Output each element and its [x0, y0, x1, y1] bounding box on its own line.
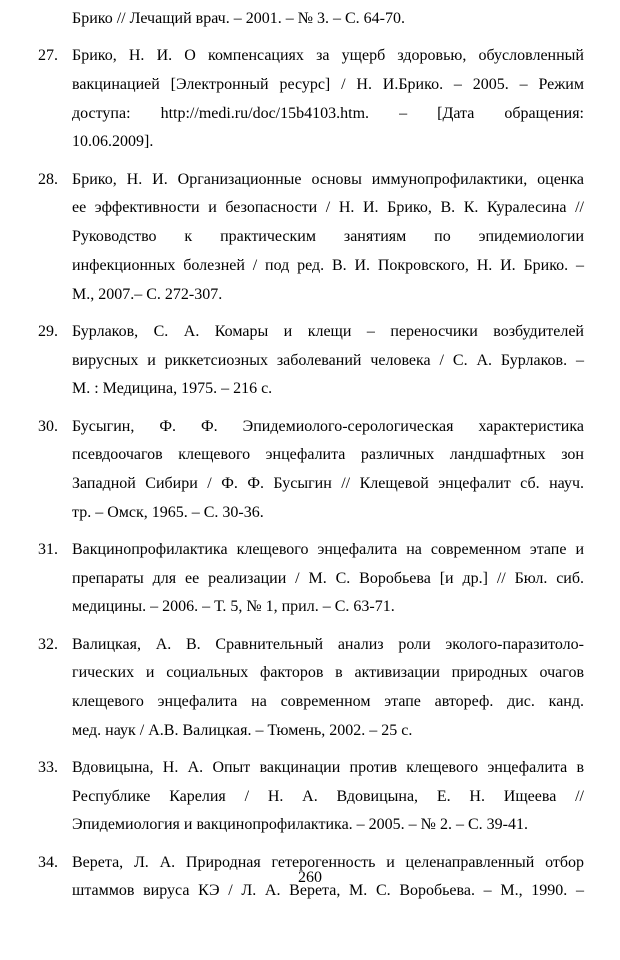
reference-line: мед. наук / А.В. Валицкая. – Тюмень, 2002. – 25 с.: [72, 721, 413, 739]
reference-line: Вдовицына, Н. А. Опыт вакцинации против клещевого энцефалита в: [72, 759, 584, 776]
reference-line: доступа: http://medi.ru/doc/15b4103.htm. – [Дата обращения:: [72, 104, 584, 122]
reference-line: ее эффективности и безопасности / Н. И. Брико, В. К. Куралесина //: [72, 199, 584, 217]
reference-number: 31.: [38, 540, 58, 558]
reference-number: 30.: [38, 417, 58, 435]
reference-line: инфекционных болезней / под ред. В. И. Покровского, Н. И. Брико. –: [72, 256, 584, 274]
reference-line: Республике Карелия / Н. А. Вдовицына, Е. Н. Ищеева //: [72, 787, 584, 805]
page-number: 260: [298, 869, 322, 886]
reference-number: 28.: [38, 170, 58, 188]
reference-line: Бусыгин, Ф. Ф. Эпидемиолого-серологическая характеристика: [72, 417, 584, 435]
reference-line: медицины. – 2006. – Т. 5, № 1, прил. – С. 63-71.: [72, 598, 395, 616]
reference-line: клещевого энцефалита на современном этапе автореф. дис. канд.: [72, 693, 584, 710]
reference-line: М., 2007.– С. 272-307.: [72, 285, 223, 303]
reference-number: 29.: [38, 322, 58, 340]
reference-line: вирусных и риккетсиозных заболеваний человека / С. А. Бурлаков. –: [72, 351, 584, 369]
reference-line: Бурлаков, С. А. Комары и клещи – переносчики возбудителей: [72, 322, 584, 340]
reference-line: Брико, Н. И. О компенсациях за ущерб здоровью, обусловленный: [72, 47, 584, 65]
reference-line: Вакцинопрофилактика клещевого энцефалита на современном этапе и: [72, 540, 584, 558]
reference-line: штаммов вируса КЭ / Л. А. Верета, М. С. Воробьева. – М., 1990. –: [72, 882, 584, 900]
reference-line: Валицкая, А. В. Сравнительный анализ роли эколого-паразитоло-: [72, 635, 584, 653]
reference-line: препараты для ее реализации / М. С. Воробьева [и др.] // Бюл. сиб.: [72, 569, 584, 587]
reference-line: Эпидемиология и вакцинопрофилактика. – 2005. – № 2. – С. 39-41.: [72, 816, 528, 834]
reference-line: псевдоочагов клещевого энцефалита различных ландшафтных зон: [72, 446, 584, 464]
reference-line: тр. – Омск, 1965. – С. 30-36.: [72, 503, 264, 521]
reference-line: Брико, Н. И. Организационные основы иммунопрофилактики, оценка: [72, 170, 584, 188]
reference-line: 10.06.2009].: [72, 133, 154, 151]
reference-line: гических и социальных факторов в активизации природных очагов: [72, 664, 584, 682]
reference-line: Руководство к практическим занятиям по эпидемиологии: [72, 228, 584, 246]
reference-number: 27.: [38, 47, 58, 65]
reference-number: 34.: [38, 853, 58, 871]
reference-line: М. : Медицина, 1975. – 216 с.: [72, 380, 273, 398]
reference-number: 33.: [38, 759, 58, 776]
reference-continuation-line: Брико // Лечащий врач. – 2001. – № 3. – С. 64-70.: [72, 10, 405, 27]
reference-line: вакцинацией [Электронный ресурс] / Н. И.Брико. – 2005. – Режим: [72, 76, 584, 93]
reference-line: Верета, Л. А. Природная гетерогенность и целенаправленный отбор: [72, 853, 584, 871]
reference-number: 32.: [38, 635, 58, 653]
reference-line: Западной Сибири / Ф. Ф. Бусыгин // Клещевой энцефалит сб. науч.: [72, 474, 584, 492]
